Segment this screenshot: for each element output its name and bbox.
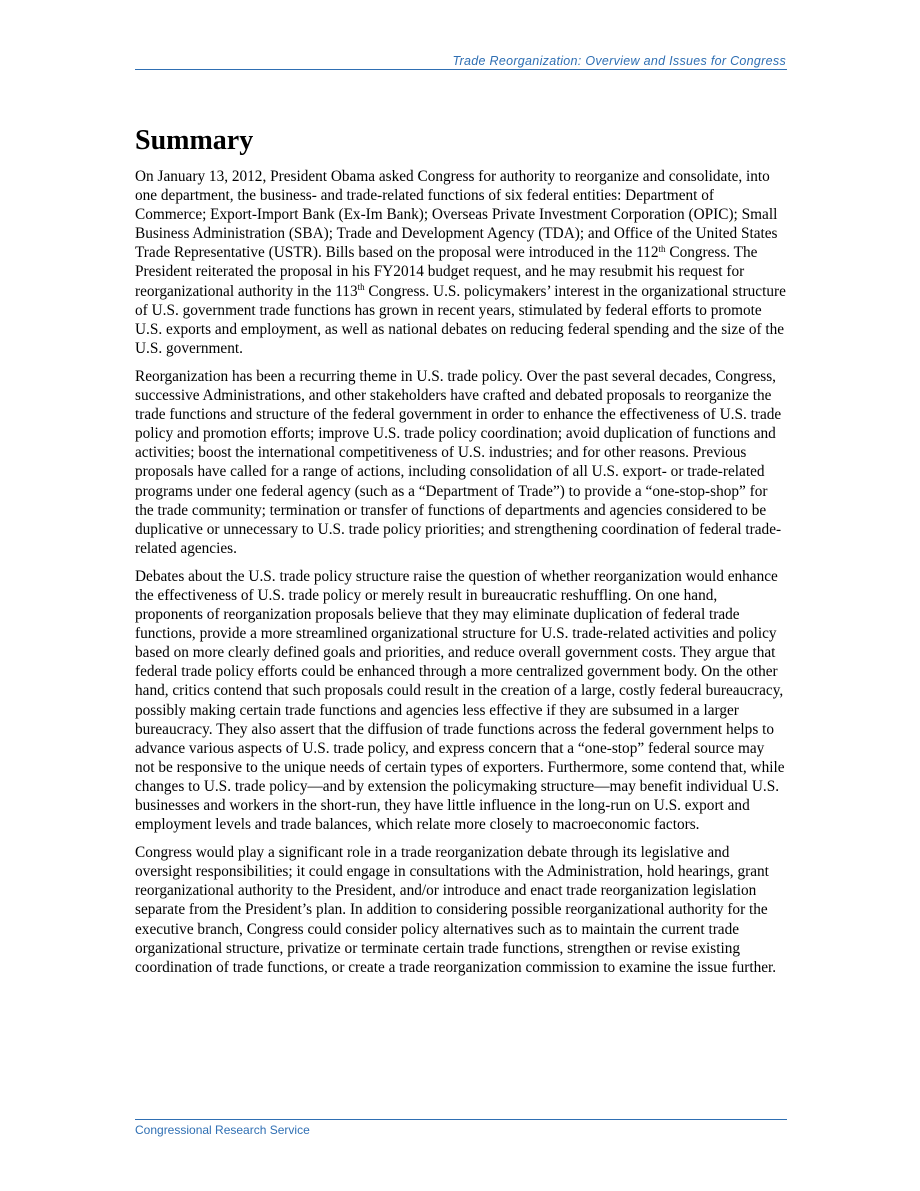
paragraph-4: Congress would play a significant role in a trade reorganization debate through its legislative and oversight responsibilities; it could engage in consultations with the Administration, hold hearings, grant reorganizational authority to the President, and/or introduce and enact trade reorganization legislation separate from the President’s plan. In addition to considering possible reorganizational authority for the executive branch, Congress could consider policy alternatives such as to maintain the current trade organizational structure, privatize or terminate certain trade functions, strengthen or revise existing coordination of trade functions, or create a trade reorganization commission to examine the issue further. (135, 844, 777, 976)
footer-rule (135, 1119, 787, 1120)
section-title: Summary (135, 125, 254, 156)
superscript-th-1: th (658, 244, 666, 255)
superscript-th-2: th (357, 282, 365, 293)
header-rule (135, 69, 787, 70)
paragraph-1 (135, 167, 787, 358)
paragraph-3: Debates about the U.S. trade policy structure raise the question of whether reorganization would enhance the effectiveness of U.S. trade policy or merely result in bureaucratic reshuffling. On one hand, proponents of reorganization proposals believe that they may eliminate duplication of federal trade functions, provide a more streamlined organizational structure for U.S. trade-related activities and policy based on more clearly defined goals and priorities, and reduce overall government costs. They argue that federal trade policy efforts could be enhanced through a more centralized government body. On the other hand, critics contend that such proposals could result in the creation of a large, costly federal bureaucracy, possibly making certain trade functions and agencies less effective if they are subsumed in a larger bureaucracy. They also assert that the diffusion of trade functions across the federal government helps to advance various aspects of U.S. trade policy, and express concern that a “one-stop” federal source may not be responsive to the unique needs of certain types of exporters. Furthermore, some contend that, while changes to U.S. trade policy—and by extension the policymaking structure—may benefit individual U.S. businesses and workers in the short-run, they have little influence in the long-run on U.S. export and employment levels and trade balances, which relate more closely to macroeconomic factors. (135, 567, 785, 834)
paragraph-1-part-a: On January 13, 2012, President Obama asked Congress for authority to reorganize and consolidate, into one department, the business- and trade-related functions of six federal entities: Department of Commerce; Export-Import Bank (Ex-Im Bank); Overseas Private Investment Corporation (OPIC); Small Business Administration (SBA); Trade and Development Agency (TDA); and Office of the United States Trade Representative (USTR). Bills based on the proposal were introduced in the 112 (135, 168, 778, 262)
paragraph-1-part-b: Congress. The President reiterated the proposal in his FY2014 budget request, and he may resubmit his request for reorganizational authority in the 113 (135, 244, 758, 300)
document-body (135, 124, 787, 986)
paragraph-1-part-c: Congress. U.S. policymakers’ interest in the organizational structure of U.S. government trade functions has grown in recent years, stimulated by federal efforts to promote U.S. exports and employment, as well as national debates on reducing federal spending and the size of the U.S. government. (135, 282, 786, 357)
footer-label: Congressional Research Service (135, 1123, 310, 1137)
paragraph-2: Reorganization has been a recurring theme in U.S. trade policy. Over the past several decades, Congress, successive Administrations, and other stakeholders have crafted and debated proposals to reorganize the trade functions and structure of the federal government in order to enhance the effectiveness of U.S. trade policy and promotion efforts; improve U.S. trade policy coordination; avoid duplication of functions and activities; boost the international competitiveness of U.S. industries; and for other reasons. Previous proposals have called for a range of actions, including consolidation of all U.S. export- or trade-related programs under one federal agency (such as a “Department of Trade”) to provide a “one-stop-shop” for the trade community; termination or transfer of functions of departments and agencies considered to be duplicative or unnecessary to U.S. trade policy priorities; and strengthening coordination of federal trade-related agencies. (135, 367, 782, 557)
running-header: Trade Reorganization: Overview and Issues for Congress (452, 54, 786, 68)
